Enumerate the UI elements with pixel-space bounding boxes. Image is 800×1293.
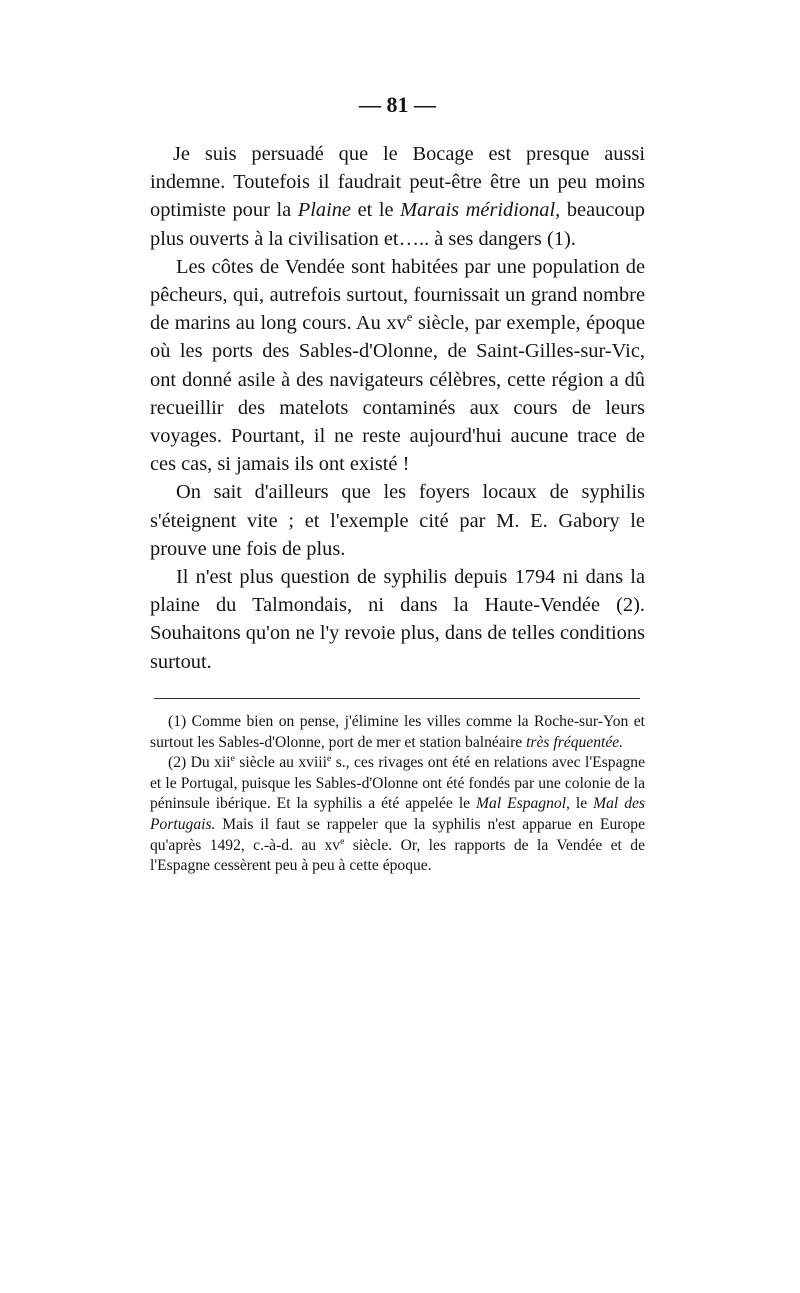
italic-text: Marais méridional, bbox=[400, 199, 561, 222]
text-run: siècle au xviii bbox=[234, 754, 327, 772]
text-run: On sait d'ailleurs que les foyers locaux de syphilis s'éteignent vite ; et l'exemple cité par M. E. Gabory le prouve une fois de plus. bbox=[150, 481, 645, 560]
text-run: Mais il faut se rappeler que la syphilis n'est apparue en Europe qu'après 1492, c.-à-d. au xv bbox=[150, 815, 645, 854]
superscript: e bbox=[406, 310, 413, 325]
text-run: siècle, par exemple, époque où les ports des Sables-d'Olonne, de Saint-Gilles-sur-Vic, ont donné asile à des navigateurs célèbres, cette région a dû recueillir des matelots contaminés aux cours de leurs voyages. Pourtant, il ne reste aujourd'hui aucune trace de ces cas, si jamais ils ont existé ! bbox=[150, 312, 645, 476]
superscript: e bbox=[340, 835, 345, 847]
footnote bbox=[150, 753, 645, 877]
text-run: Les côtes de Vendée sont habitées par une population de pêcheurs, qui, autrefois surtout, fournissait un grand nombre de marins au long cours. Au xv bbox=[150, 255, 645, 335]
footnote-separator bbox=[154, 698, 640, 699]
footnotes bbox=[150, 712, 645, 877]
text-run: et le bbox=[350, 199, 401, 222]
text-run: le bbox=[569, 795, 594, 813]
paragraph bbox=[150, 140, 645, 253]
italic-text: Plaine bbox=[297, 199, 351, 222]
text-run: beaucoup plus ouverts à la civilisation et….. à ses dangers (1). bbox=[150, 199, 645, 250]
text-run: Il n'est plus question de syphilis depuis 1794 ni dans la plaine du Talmondais, ni dans la Haute-Vendée (2). Souhaitons qu'on ne l'y revoie plus, dans de telles conditions surtout. bbox=[150, 566, 645, 673]
italic-text: très fréquentée. bbox=[526, 733, 624, 751]
page-number: — 81 — bbox=[359, 92, 436, 117]
footnote bbox=[150, 712, 645, 753]
italic-text: Mal des Portugais. bbox=[150, 795, 645, 833]
paragraph bbox=[150, 253, 645, 479]
main-text bbox=[150, 140, 645, 676]
text-run: siècle. Or, les rapports de la Vendée et de l'Espagne cessèrent peu à peu à cette époque. bbox=[150, 836, 645, 875]
italic-text: Mal Espagnol, bbox=[476, 795, 570, 813]
superscript: e bbox=[326, 753, 332, 764]
text-run: (1) Comme bien on pense, j'élimine les villes comme la Roche-sur-Yon et surtout les Sables-d'Olonne, port de mer et station balnéaire bbox=[150, 713, 645, 751]
text-run: Je suis persuadé que le Bocage est presque aussi indemne. Toutefois il faudrait peut-être être un peu moins optimiste pour la bbox=[150, 143, 645, 222]
paragraph bbox=[150, 563, 645, 676]
superscript: e bbox=[230, 753, 235, 764]
text-run: (2) Du xii bbox=[168, 754, 231, 772]
text-run: s., ces rivages ont été en relations avec l'Espagne et le Portugal, puisque les Sables-d'Olonne ont été fondés par une colonie de la péninsule ibérique. Et la syphilis a été appelée le bbox=[150, 754, 646, 813]
paragraph bbox=[150, 478, 645, 563]
book-page bbox=[150, 0, 645, 1293]
